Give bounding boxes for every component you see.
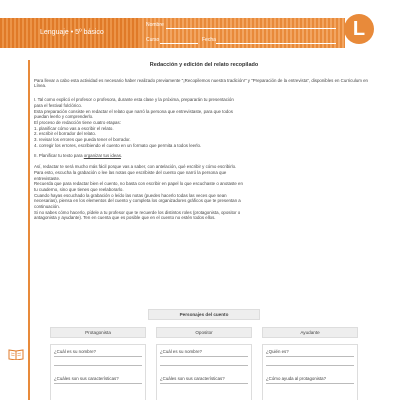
intro-paragraph: Para llevar a cabo esta actividad es necesario haber realizado previamente "¡Recopilemos nuestra tradición!" y "Preparación de la entrevista", disponibles en Curriculum en Línea. [34, 77, 368, 89]
section-three [34, 164, 374, 221]
answer-line[interactable] [54, 356, 142, 357]
protagonist-column [50, 327, 146, 400]
answer-line[interactable] [160, 365, 248, 366]
section-three-line: Cuando hayas escuchado la grabación o leído las notas (puedes hacerlo todas las veces que sean [34, 192, 227, 198]
step-item: 2. escribir el borrador del relato. [34, 131, 96, 137]
characters-organizer [50, 309, 358, 400]
header-banner [0, 0, 400, 52]
course-label: Curso [146, 37, 160, 43]
date-input-line[interactable] [216, 43, 336, 44]
name-input-line[interactable] [166, 28, 336, 29]
section-one-line: El proceso de redacción tiene cuatro etapas: [34, 119, 121, 125]
section-three-line: necesarias), piensa en los elementos del cuento y completa los organizadores gráficos que te presentan a [34, 198, 241, 204]
question-label: ¿Quién es? [266, 349, 289, 354]
section-one [34, 97, 374, 148]
course-input-line[interactable] [160, 43, 198, 44]
separator-dot: • [70, 29, 74, 36]
answer-line[interactable] [266, 383, 354, 384]
section-three-line: Así, redactar te será mucho más fácil porque vas a saber, con antelación, qué escribir y cómo escribirlo. [34, 164, 237, 170]
section-one-line: Esta preparación consiste en redactar el relato que narró la persona que entrevistaste, para que todos [34, 108, 233, 114]
step-item: 3. revisar los errores que pueda tener el borrador. [34, 137, 131, 143]
question-label: ¿Cuáles son sus características? [54, 376, 119, 381]
step-item: 1. planificar cómo vas a escribir el relato. [34, 125, 114, 131]
section-three-line: Para esto, escucha la grabación o lee las notas que escribiste del cuento que narró la persona que [34, 169, 227, 175]
question-label: ¿Cuál es su nombre? [160, 349, 202, 354]
section-two-emphasis: organizar tus ideas [83, 153, 121, 159]
column-header: Opositor [156, 327, 252, 338]
question-label: ¿Cómo ayuda al protagonista? [266, 376, 327, 381]
column-answer-box[interactable] [262, 344, 358, 400]
book-icon [8, 348, 24, 360]
answer-line[interactable] [266, 365, 354, 366]
subject-grade-label [40, 29, 104, 36]
answer-line[interactable] [54, 365, 142, 366]
answer-line[interactable] [160, 356, 248, 357]
section-three-line: antagonista y ayudante). Ten en cuenta que es posible que en el cuento no estén todos ellos. [34, 215, 216, 221]
column-answer-box[interactable] [50, 344, 146, 400]
section-three-line: continuación. [34, 204, 60, 210]
section-one-line: para el festival folclórico. [34, 102, 83, 108]
column-header: Protagonista [50, 327, 146, 338]
grade-label: 5º básico [75, 29, 104, 36]
organizer-title: Personajes del cuento [148, 309, 260, 320]
answer-line[interactable] [160, 383, 248, 384]
section-three-line: Recuerda que para redactar bien el cuento, no basta con escribir en papel lo que escuchaste o anotaste en [34, 181, 243, 187]
answer-line[interactable] [54, 383, 142, 384]
subject-badge: L [344, 14, 374, 44]
question-label: ¿Cuál es su nombre? [54, 349, 96, 354]
step-item: 4. corregir los errores, escribiendo el cuento en un formato que permita a todos leerlo. [34, 142, 202, 148]
document-body [34, 63, 374, 221]
column-header: Ayudante [262, 327, 358, 338]
section-two-suffix: . [120, 153, 123, 159]
document-title: Redacción y edición del relato recopilado [149, 62, 259, 68]
opponent-column [156, 327, 252, 400]
section-one-line: I. Tal como explicó el profesor o profesora, durante esta clase y la próxima, prepararán tu presentación [34, 97, 234, 103]
name-label: Nombre [146, 22, 164, 28]
question-label: ¿Cuáles son sus características? [160, 376, 225, 381]
helper-column [262, 327, 358, 400]
date-label: Fecha [202, 37, 216, 43]
section-three-line: tu cuaderno, sino que tienes que reelaborarlo. [34, 186, 124, 192]
section-three-line: entrevistaste. [34, 175, 61, 181]
section-one-line: puedan leerlo y comprenderlo. [34, 114, 94, 120]
subject-label: Lenguaje [40, 29, 69, 36]
section-two-text: II. Planificar tu texto para [34, 153, 84, 159]
answer-line[interactable] [266, 356, 354, 357]
section-three-line: Si no sabes cómo hacerlo, pídele a tu profesor que te recuerde los distintos roles (protagonista, opositor o [34, 209, 241, 215]
left-margin-rule [28, 60, 30, 400]
column-answer-box[interactable] [156, 344, 252, 400]
